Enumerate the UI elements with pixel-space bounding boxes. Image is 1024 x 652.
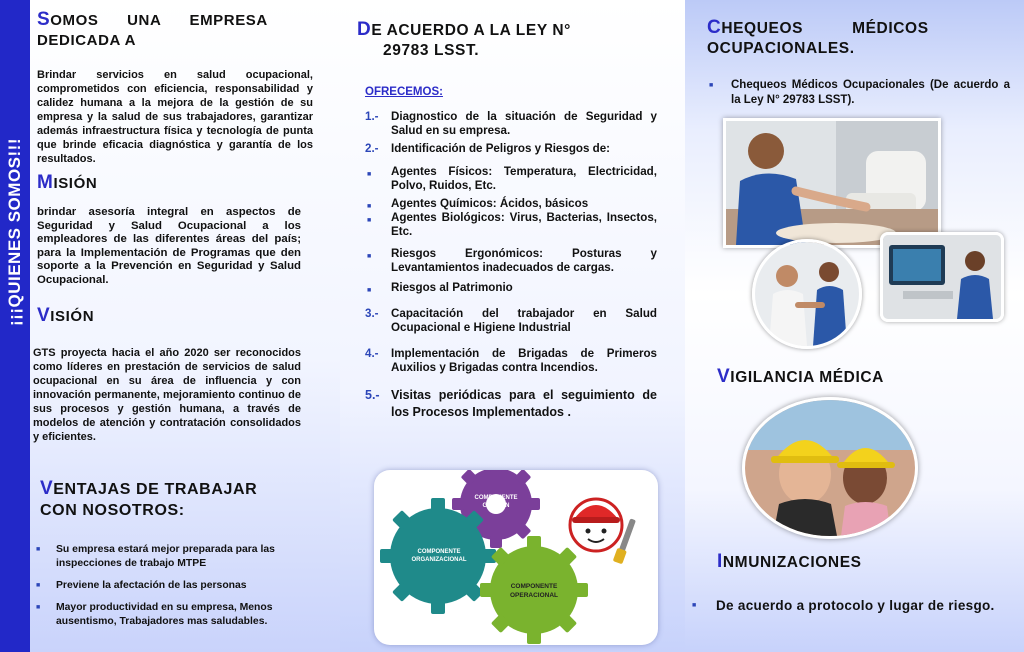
service-item-text: Identificación de Peligros y Riesgos de:	[391, 142, 611, 155]
service-item-number: 3.-	[365, 307, 379, 320]
service-item-number: 4.-	[365, 347, 379, 360]
gears-graphic	[374, 470, 658, 645]
service-item-number: 5.-	[365, 388, 380, 402]
service-subitem-text: Riesgos al Patrimonio	[391, 281, 513, 294]
inmunizaciones-item: ■ De acuerdo a protocolo y lugar de riesgo.	[690, 597, 1008, 615]
vigilancia-initial: V	[717, 366, 731, 387]
service-subitem-text: Agentes Químicos: Ácidos, básicos	[391, 197, 589, 210]
ventajas-heading-line2: CON NOSOTROS:	[40, 502, 185, 519]
gear-gestion-label: COMPONENTE GESTIÓN	[474, 495, 518, 509]
vision-body: GTS proyecta hacia el año 2020 ser reconocidos como líderes en prestación de servicios de salud ocupacional en su área de influencia y con innovación permanente, mejoramiento continuo de sus procesos y gestión humana, a través de modelos de atención y contratación consolidados y eficientes.	[33, 347, 301, 443]
gear-operacional-label: COMPONENTE OPERACIONAL	[509, 583, 559, 599]
ventajas-item: ■ Mayor productividad en su empresa, Menos ausentismo, Trabajadores mas saludables.	[34, 601, 304, 629]
ley-heading-line1: E ACUERDO A LA LEY N°	[371, 22, 571, 39]
service-item	[365, 307, 657, 335]
ventajas-initial: V	[40, 478, 54, 499]
vision-heading	[37, 305, 94, 327]
vision-initial: V	[37, 305, 51, 326]
ley-initial: D	[357, 19, 372, 40]
vigilancia-heading-rest: IGILANCIA MÉDICA	[730, 369, 884, 386]
inmunizaciones-heading	[717, 551, 862, 573]
bullet-icon: ■	[367, 253, 372, 260]
somos-initial: S	[37, 9, 51, 30]
service-item-number: 2.-	[365, 142, 379, 155]
somos-heading	[37, 10, 297, 51]
bullet-icon: ■	[367, 217, 372, 224]
inmunizaciones-heading-rest: NMUNIZACIONES	[722, 554, 862, 571]
chequeos-heading-line1: HEQUEOS MÉDICOS	[721, 20, 929, 37]
vision-heading-rest: ISIÓN	[50, 308, 95, 325]
service-item-text: Implementación de Brigadas de Primeros Auxilios y Brigadas contra Incendios.	[391, 347, 657, 374]
service-item	[365, 110, 657, 138]
left-panel	[0, 0, 340, 652]
computer-exam-photo	[880, 232, 1004, 322]
ley-heading-line2: 29783 LSST.	[383, 42, 480, 59]
service-subitem	[365, 247, 657, 275]
service-subitem-text: Agentes Físicos: Temperatura, Electricidad, Polvo, Ruidos, Etc.	[391, 165, 657, 192]
bullet-icon: ■	[367, 203, 372, 210]
service-item	[365, 347, 657, 375]
service-subitem	[365, 211, 657, 239]
service-item-text: Diagnostico de la situación de Seguridad y Salud en su empresa.	[391, 110, 657, 137]
ventajas-item: ■ Previene la afectación de las personas	[34, 579, 304, 593]
chequeos-item: ■ Chequeos Médicos Ocupacionales (De acuerdo a la Ley N° 29783 LSST).	[707, 78, 1010, 108]
inmunizaciones-list	[690, 597, 1008, 615]
bullet-icon: ■	[367, 287, 372, 294]
ventajas-heading-line1: ENTAJAS DE TRABAJAR	[53, 481, 258, 498]
service-subitem-text: Riesgos Ergonómicos: Posturas y Levantamientos inadecuados de cargas.	[391, 247, 657, 274]
service-subitem	[365, 197, 657, 211]
consultation-photo	[752, 239, 862, 349]
service-subitem	[365, 165, 657, 193]
service-item	[365, 142, 657, 156]
ventajas-item: ■ Su empresa estará mejor preparada para las inspecciones de trabajo MTPE	[34, 543, 304, 571]
service-item-number: 1.-	[365, 110, 379, 123]
inmunizaciones-initial: I	[717, 551, 723, 572]
mision-heading-rest: ISIÓN	[53, 175, 98, 192]
mision-body: brindar asesoría integral en aspectos de Seguridad y Salud Ocupacional a los empleadores de las diferentes áreas del país; para la Implementación de Programas que den soporte a la Prevención en Seguridad y Salud Ocupacional.	[37, 206, 301, 286]
somos-heading-line2: DEDICADA A	[37, 32, 137, 49]
gear-organizacional-label: COMPONENTE ORGANIZACIONAL	[411, 549, 467, 563]
service-item-text: Capacitación del trabajador en Salud Ocupacional e Higiene Industrial	[391, 307, 657, 334]
worker-icon	[570, 499, 636, 564]
sidebar-title: ¡¡¡QUIENES SOMOS!!!	[5, 138, 24, 326]
service-subitem-text: Agentes Biológicos: Virus, Bacterias, Insectos, Etc.	[391, 211, 657, 238]
service-item-text: Visitas periódicas para el seguimiento de los Procesos Implementados .	[391, 388, 657, 419]
vigilancia-heading	[717, 366, 884, 388]
services-list	[365, 110, 657, 421]
ley-heading	[357, 20, 657, 61]
ofrecemos-label: OFRECEMOS:	[365, 86, 443, 98]
mision-initial: M	[37, 172, 54, 193]
chequeos-list	[707, 78, 1010, 108]
somos-heading-line1: OMOS UNA EMPRESA	[50, 12, 268, 29]
mision-heading	[37, 172, 97, 194]
service-item	[365, 387, 657, 421]
ventajas-heading	[40, 478, 300, 521]
bullet-icon: ■	[367, 171, 372, 178]
chequeos-initial: C	[707, 17, 722, 38]
medical-exam-photo	[723, 118, 941, 248]
workers-helmets-photo	[742, 397, 918, 539]
chequeos-heading	[707, 18, 983, 59]
sidebar-band	[0, 0, 30, 652]
chequeos-heading-line2: OCUPACIONALES.	[707, 40, 855, 57]
somos-body: Brindar servicios en salud ocupacional, comprometidos con eficiencia, responsabilidad y calidez humana a la mejora de la gestión de su empresa y la salud de sus trabajadores, garantizar además infraestructura física y tecnología de punta que brinde eficacia diagnóstica y garantía de los resultados.	[37, 69, 313, 165]
ventajas-list	[34, 543, 304, 629]
service-subitem	[365, 281, 657, 295]
